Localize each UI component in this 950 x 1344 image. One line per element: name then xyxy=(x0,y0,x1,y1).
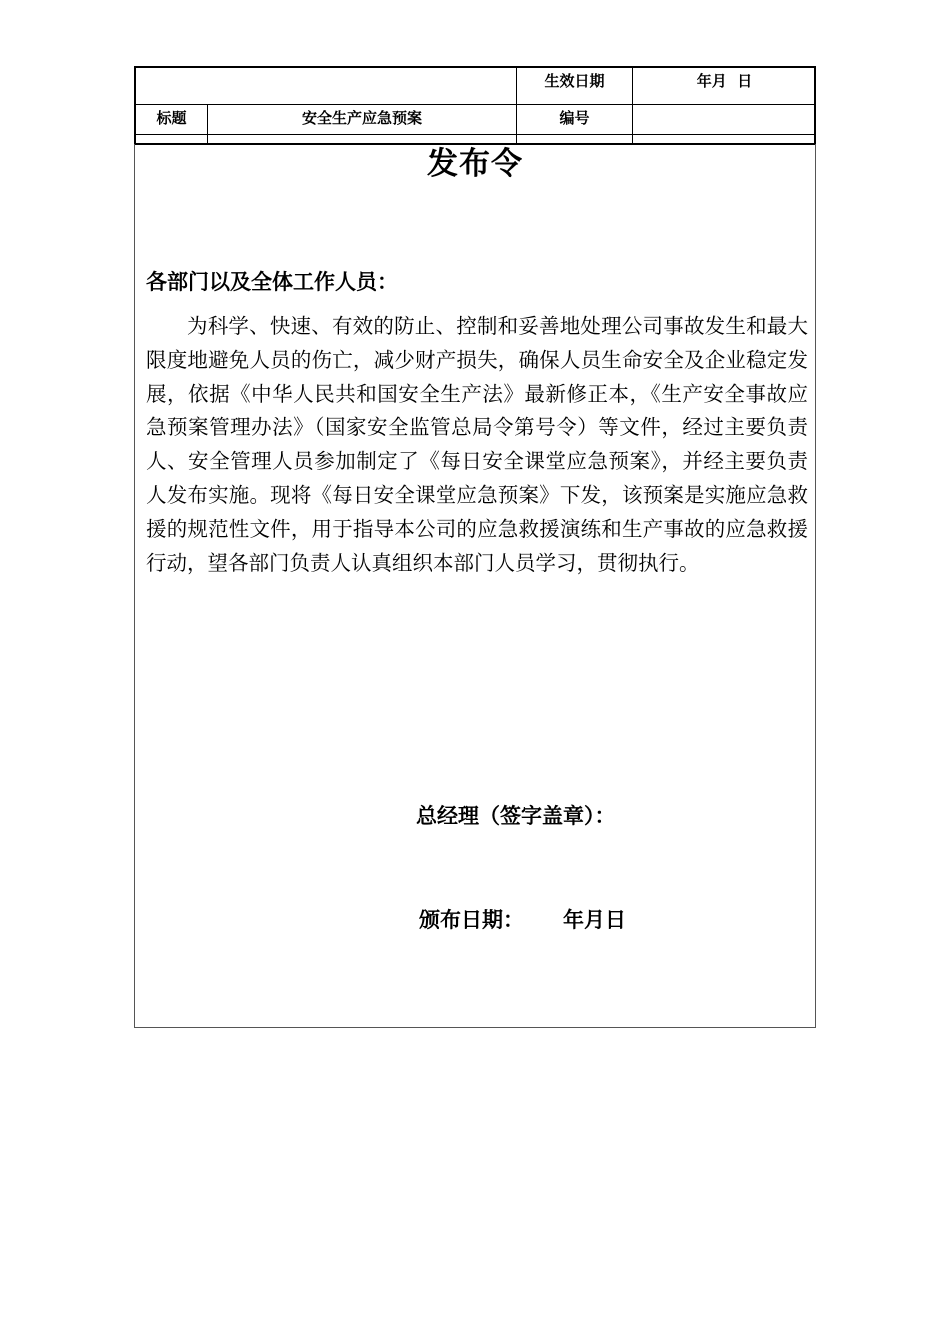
salutation: 各部门以及全体工作人员： xyxy=(146,270,398,294)
number-value xyxy=(633,105,816,134)
effective-date-label: 生效日期 xyxy=(544,72,605,90)
issue-date-value: 年月日 xyxy=(563,908,626,932)
header-bottom-divider xyxy=(136,134,814,135)
title-value: 安全生产应急预案 xyxy=(301,109,422,127)
title-label: 标题 xyxy=(156,109,187,127)
number-label: 编号 xyxy=(559,109,590,127)
page-title: 发布令 xyxy=(427,146,523,182)
document-header-table xyxy=(134,66,816,145)
signature-label: 总经理（签字盖章）： xyxy=(416,804,616,828)
effective-date-value: 年月 日 xyxy=(696,72,753,90)
issue-date-label: 颁布日期： xyxy=(419,908,524,932)
body-paragraph: 为科学、快速、有效的防止、控制和妥善地处理公司事故发生和最大限度地避免人员的伤亡，减少财产损失，确保人员生命安全及企业稳定发展，依据《中华人民共和国安全生产法》最新修正本，《生产安全事故应急预案管理办法》（国家安全监管总局令第号令）等文件，经过主要负责人、安全管理人员参加制定了《每日安全课堂应急预案》，并经主要负责人发布实施。现将《每日安全课堂应急预案》下发，该预案是实施应急救援的规范性文件，用于指导本公司的应急救援演练和生产事故的应急救援行动，望各部门负责人认真组织本部门人员学习，贯彻执行。 xyxy=(146,314,808,575)
